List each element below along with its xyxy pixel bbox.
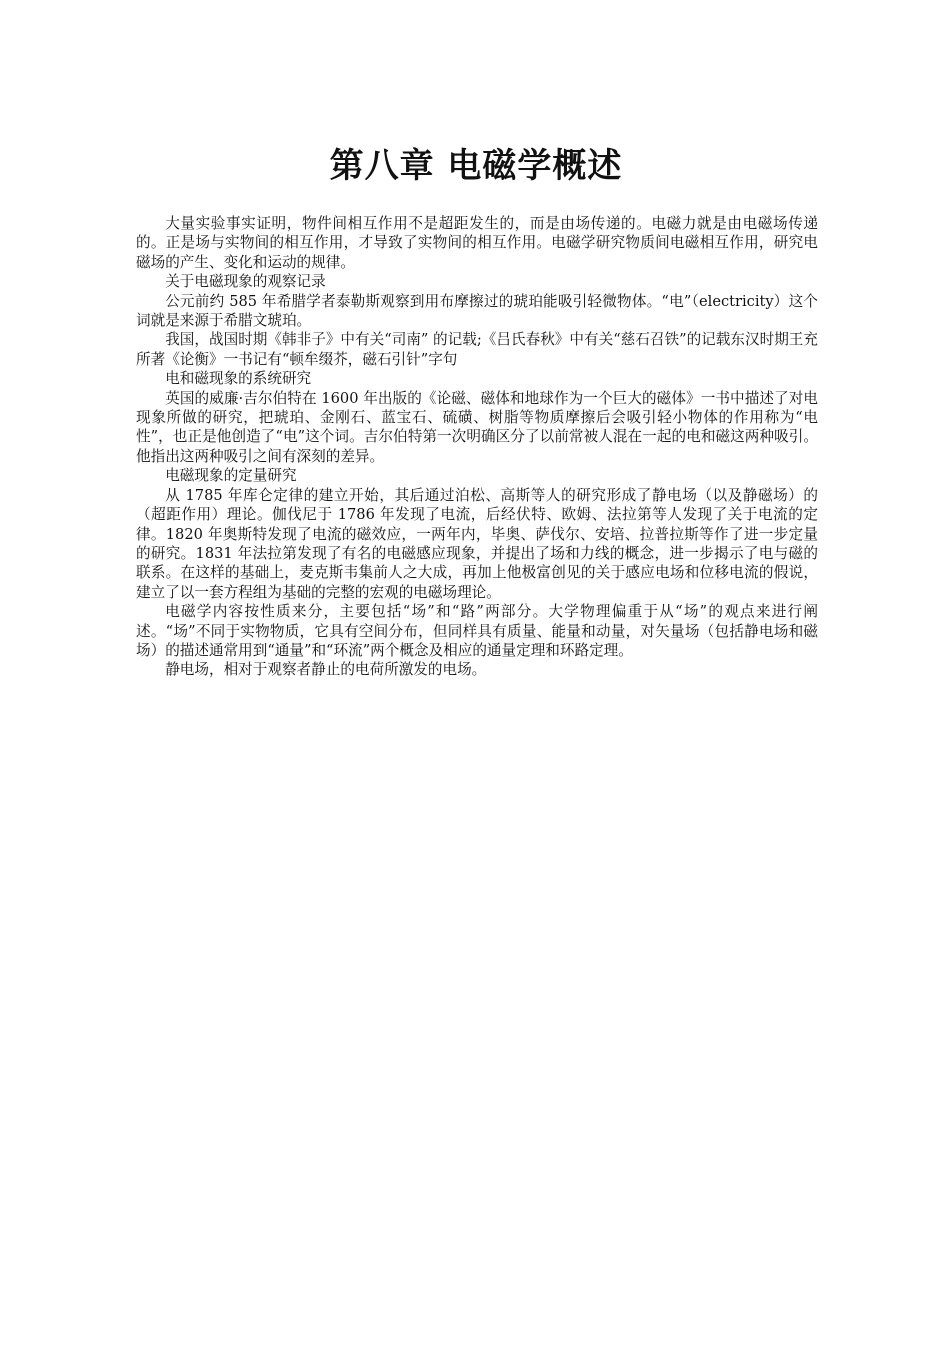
paragraph-intro: 大量实验事实证明，物件间相互作用不是超距发生的，而是由场传递的。电磁力就是由电磁场传递的。正是场与实物间的相互作用，才导致了实物间的相互作用。电磁学研究物质间电磁相互作用，研究电磁场的产生、变化和运动的规律。 [136,215,818,271]
paragraph-thales: 公元前约 585 年希腊学者泰勒斯观察到用布摩擦过的琥珀能吸引轻微物体。“电”（electricity）这个词就是来源于希腊文琥珀。 [136,292,818,330]
section-heading-systematic: 电和磁现象的系统研究 [165,370,312,388]
paragraph-quantitative-history: 从 1785 年库仑定律的建立开始，其后通过泊松、高斯等人的研究形成了静电场（以及静磁场）的（超距作用）理论。伽伐尼于 1786 年发现了电流，后经伏特、欧姆、法拉第等人发现了关于电流的定律。1820 年奥斯特发现了电流的磁效应，一两年内，毕奥、萨伐尔、安培、拉普拉斯等作了进一步定量的研究。1831 年法拉第发现了有名的电磁感应现象，并提出了场和力线的概念，进一步揭示了电与磁的联系。在这样的基础上，麦克斯韦集前人之大成，再加上他极富创见的关于感应电场和位移电流的假说，建立了以一套方程组为基础的完整的宏观的电磁场理论。 [136,486,818,601]
chapter-title: 第八章 电磁学概述 [329,146,623,186]
section-heading-quantitative: 电磁现象的定量研究 [165,467,297,485]
paragraph-electrostatic-field: 静电场，相对于观察者静止的电荷所激发的电场。 [165,661,487,679]
paragraph-field-and-circuit: 电磁学内容按性质来分，主要包括“场”和“路”两部分。大学物理偏重于从“场”的观点来进行阐述。“场”不同于实物物质，它具有空间分布，但同样具有质量、能量和动量，对矢量场（包括静电场和磁场）的描述通常用到“通量”和“环流”两个概念及相应的通量定理和环路定理。 [136,603,818,659]
paragraph-china-records: 我国，战国时期《韩非子》中有关“司南” 的记载;《吕氏春秋》中有关“慈石召铁”的记载东汉时期王充所著《论衡》一书记有“顿牟缀芥，磁石引针”字句 [136,331,818,368]
body-text [136,214,818,680]
paragraph-gilbert: 英国的威廉·吉尔伯特在 1600 年出版的《论磁、磁体和地球作为一个巨大的磁体》一书中描述了对电现象所做的研究，把琥珀、金刚石、蓝宝石、硫磺、树脂等物质摩擦后会吸引轻小物体的作用称为“电性”，也正是他创造了“电”这个词。吉尔伯特第一次明确区分了以前常被人混在一起的电和磁这两种吸引。他指出这两种吸引之间有深刻的差异。 [136,389,818,465]
section-heading-observation: 关于电磁现象的观察记录 [165,273,326,291]
